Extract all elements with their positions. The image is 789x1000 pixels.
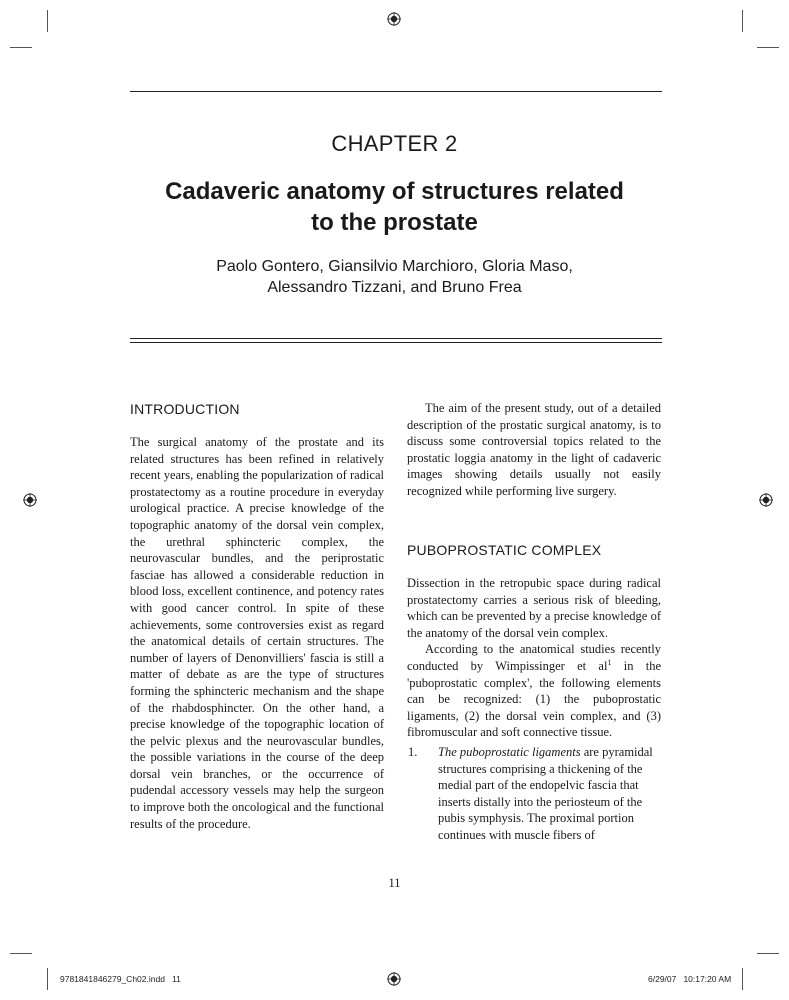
list-number: 1. <box>408 745 418 759</box>
paragraph-text <box>407 641 661 741</box>
date-slug: 6/29/07 10:17:20 AM <box>648 974 732 984</box>
list-term: The puboprostatic ligaments <box>438 745 581 759</box>
section-heading: INTRODUCTION <box>130 401 240 417</box>
paragraph-text-part: in the 'puboprostatic complex', the following elements can be recognized: (1) the puboprostatic ligaments, (2) the dorsal vein complex, and (3) fibromuscular and soft connective tissue. <box>407 658 661 740</box>
registration-mark-icon <box>387 12 401 26</box>
registration-mark-icon <box>23 493 37 507</box>
page-number: 11 <box>388 876 401 890</box>
chapter-title-line: Cadaveric anatomy of structures related <box>165 178 624 205</box>
crop-mark <box>47 10 48 32</box>
crop-mark <box>10 47 32 48</box>
chapter-label: CHAPTER 2 <box>331 131 458 156</box>
top-rule <box>130 91 662 92</box>
double-rule-top <box>130 338 662 339</box>
author-list <box>120 256 669 298</box>
crop-mark <box>757 47 779 48</box>
paragraph-text-part: According to the anatomical studies recently conducted by Wimpissinger et al <box>407 642 661 673</box>
crop-mark <box>742 968 743 990</box>
body-paragraph <box>407 575 661 741</box>
body-paragraph <box>407 400 661 500</box>
paragraph-text: The aim of the present study, out of a detailed description of the prostatic surgical anatomy, is to discuss some controversial topics related to the prostatic loggia anatomy in the light of cadaveric images showing details usually not easily recognized while performing live surgery. <box>407 401 661 498</box>
crop-mark <box>10 953 32 954</box>
file-slug: 9781841846279_Ch02.indd 11 <box>60 974 181 984</box>
section-heading: PUBOPROSTATIC COMPLEX <box>407 542 602 558</box>
registration-mark-icon <box>759 493 773 507</box>
crop-mark <box>47 968 48 990</box>
list-text <box>438 744 663 844</box>
registration-mark-icon <box>387 972 401 986</box>
chapter-title-line: to the prostate <box>311 209 478 236</box>
citation-superscript: 1 <box>607 657 612 667</box>
author-line: Paolo Gontero, Giansilvio Marchioro, Gloria Maso, <box>216 258 573 275</box>
list-description: are pyramidal structures comprising a thickening of the medial part of the endopelvic fascia that inserts distally into the periosteum of the pubis symphysis. The proximal portion continues with muscle fibers of <box>438 745 653 842</box>
body-paragraph <box>130 434 384 832</box>
author-line: Alessandro Tizzani, and Bruno Frea <box>267 279 522 296</box>
chapter-title <box>120 176 669 238</box>
list-item <box>408 744 664 844</box>
paragraph-text: The surgical anatomy of the prostate and its related structures has been refined in relatively recent years, enabling the popularization of radical prostatectomy as a routine procedure in everyday urological practice. A precise knowledge of the topographic anatomy of the dorsal vein complex, the urethral sphincteric complex, the neurovascular bundles, and the periprostatic fasciae has allowed a considerable reduction in blood loss, excellent continence, and potency rates with good cancer control. In spite of these achievements, some controversies exist as regard the anatomical details of certain structures. The number of layers of Denonvilliers' fascia is still a matter of debate as are the type of structures forming the sphincteric mechanism and the shape of the rhabdosphincter. On the other hand, a precise knowledge of the topographic location of the pelvic plexus and the neurovascular bundles, the possible variations in the course of the deep dorsal vein branches, or the occurrence of pudendal accessory vessels may help the surgeon to improve both the oncological and the functional results of the procedure. <box>130 435 384 831</box>
crop-mark <box>757 953 779 954</box>
double-rule-bottom <box>130 342 662 343</box>
crop-mark <box>742 10 743 32</box>
paragraph-text: Dissection in the retropubic space during radical prostatectomy carries a serious risk of bleeding, which can be prevented by a precise knowledge of the anatomy of the dorsal vein complex. <box>407 576 661 640</box>
